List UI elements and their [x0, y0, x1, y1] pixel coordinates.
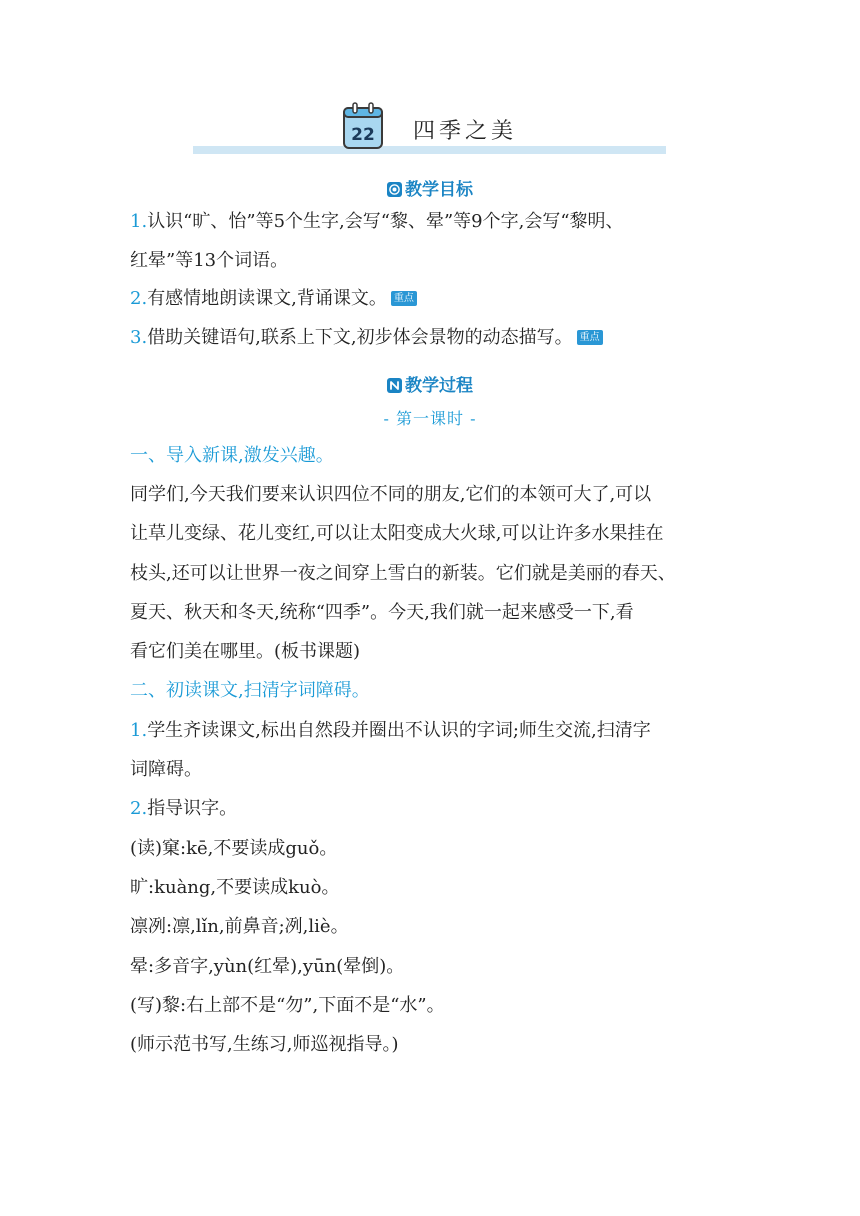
lesson-title: 四季之美: [413, 119, 518, 144]
step-2-item-1: [130, 719, 740, 743]
objective-3-number: 3.: [130, 327, 148, 348]
process-heading: [0, 371, 860, 396]
step-2-item-1-continued: 词障碍。: [130, 759, 202, 780]
step-1-line: 看它们美在哪里。(板书课题): [130, 641, 361, 662]
target-icon: [387, 182, 402, 197]
step-2-item-2-number: 2.: [130, 798, 148, 819]
process-icon: [387, 378, 402, 393]
step-1-line: 同学们,今天我们要来认识四位不同的朋友,它们的本领可大了,可以: [130, 484, 652, 505]
step-2-item-1-line1: 学生齐读课文,标出自然段并圈出不认识的字词;师生交流,扫清字: [147, 720, 651, 741]
objectives-heading: [0, 175, 860, 200]
objective-1-line1: 认识“旷、怡”等5个生字,会写“黎、晕”等9个字,会写“黎明、: [147, 211, 624, 232]
step-2-item-1-number: 1.: [130, 720, 148, 741]
objective-1-number: 1.: [130, 211, 148, 232]
step-1-line: 让草儿变绿、花儿变红,可以让太阳变成大火球,可以让许多水果挂在: [130, 523, 664, 544]
objective-2-text: 有感情地朗读课文,背诵课文。: [147, 288, 387, 309]
objective-2: [130, 287, 740, 311]
objective-1-line2: 红晕”等13个词语。: [130, 250, 289, 271]
literacy-note: 晕:多音字,yùn(红晕),yūn(晕倒)。: [130, 956, 405, 977]
literacy-note: (读)窠:kē,不要读成guǒ。: [130, 838, 338, 859]
step-2-item-2-text: 指导识字。: [147, 798, 238, 819]
key-point-badge: 重点: [391, 291, 417, 306]
step-2-item-2: [130, 797, 740, 821]
step-1-line: 枝头,还可以让世界一夜之间穿上雪白的新装。它们就是美丽的春天、: [130, 563, 676, 584]
literacy-note: (写)黎:右上部不是“勿”,下面不是“水”。: [130, 995, 445, 1016]
step-1-line: 夏天、秋天和冬天,统称“四季”。今天,我们就一起来感受一下,看: [130, 602, 634, 623]
lesson-number: 22: [351, 125, 375, 145]
objective-1: [130, 210, 740, 234]
objective-1-continued: [130, 249, 740, 273]
step-2-title: 二、初读课文,扫清字词障碍。: [130, 680, 370, 701]
header-underline-bar: [193, 146, 666, 154]
calendar-icon: [341, 102, 385, 150]
session-label: - 第一课时 -: [383, 409, 477, 428]
literacy-note: (师示范书写,生练习,师巡视指导。): [130, 1034, 399, 1055]
objective-3: [130, 326, 740, 350]
literacy-note: 凛冽:凛,lǐn,前鼻音;冽,liè。: [130, 916, 349, 937]
step-1-title: 一、导入新课,激发兴趣。: [130, 445, 334, 466]
objectives-heading-text: 教学目标: [405, 180, 473, 200]
lesson-header: [193, 100, 666, 156]
objective-2-number: 2.: [130, 288, 148, 309]
process-heading-text: 教学过程: [405, 376, 473, 396]
literacy-note: 旷:kuàng,不要读成kuò。: [130, 877, 340, 898]
objective-3-text: 借助关键语句,联系上下文,初步体会景物的动态描写。: [147, 327, 573, 348]
key-point-badge: 重点: [577, 330, 603, 345]
